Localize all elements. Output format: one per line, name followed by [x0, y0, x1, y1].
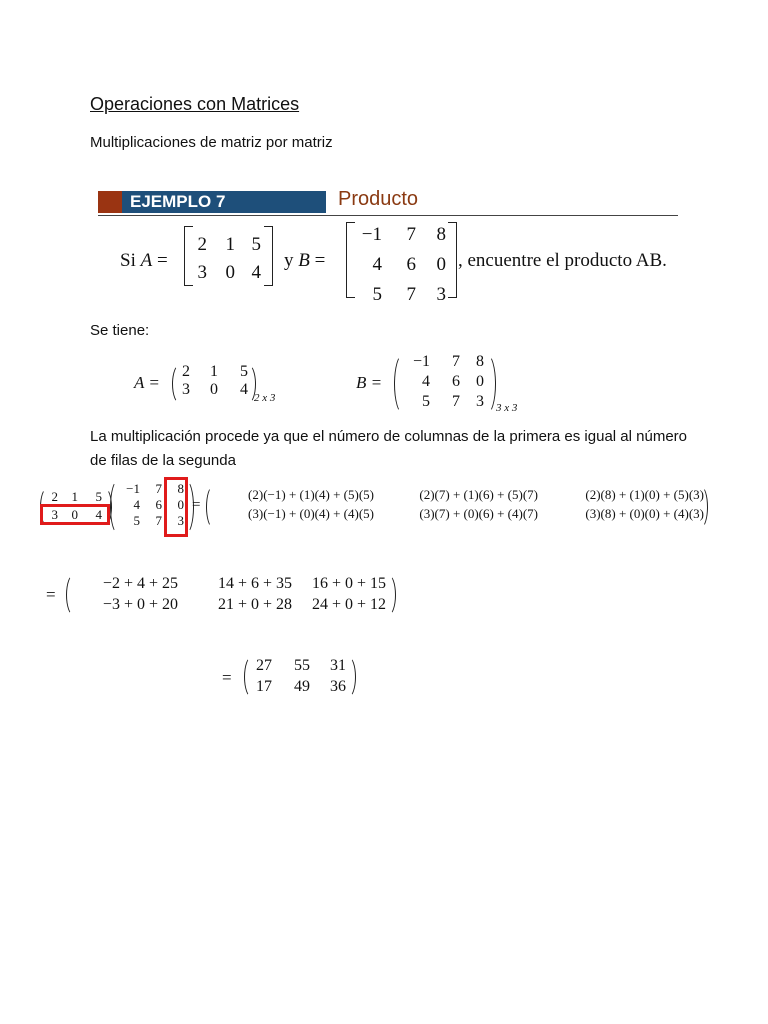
B-cell: 7 [155, 481, 162, 496]
A-cell: 0 [225, 262, 235, 283]
A-cell: 5 [95, 489, 102, 504]
B-cell: 3 [436, 284, 446, 305]
B-cell: 3 [476, 393, 484, 410]
statement-si-text: Si [120, 250, 136, 271]
a-dim: 2 x 3 [254, 392, 276, 404]
section-subtitle: Multiplicaciones de matriz por matriz [90, 134, 333, 151]
example-word: Producto [338, 188, 419, 210]
statement-eq-b: = [314, 250, 326, 271]
statement-y: y [284, 250, 294, 271]
A-cell: 1 [225, 234, 235, 255]
expanded-products-cell: (2)(8) + (1)(0) + (5)(3) [585, 487, 704, 502]
A-cell: 0 [71, 507, 78, 522]
banner-accent [98, 191, 122, 213]
B-cell: 6 [155, 497, 162, 512]
B-cell: 8 [436, 224, 446, 245]
sums-cell: −2 + 4 + 25 [102, 575, 178, 592]
banner-rule [98, 215, 678, 216]
result-cell: 55 [294, 657, 310, 674]
result-cell: 17 [256, 678, 272, 695]
statement-a-var: A [140, 250, 153, 271]
B-cell: 3 [177, 513, 184, 528]
sums-cell: 24 + 0 + 12 [311, 596, 386, 613]
A-cell: 3 [182, 381, 190, 398]
expanded-products-cell: (2)(−1) + (1)(4) + (5)(5) [248, 487, 374, 502]
expanded-products-cell: (3)(−1) + (0)(4) + (4)(5) [248, 506, 374, 521]
paren-left-b2 [110, 480, 126, 534]
B-cell: 7 [406, 284, 416, 305]
result-cell: 27 [256, 657, 272, 674]
expanded-products-cell: (2)(7) + (1)(6) + (5)(7) [419, 487, 538, 502]
B-cell: 4 [422, 373, 430, 390]
sums-equals: = [46, 585, 56, 604]
bracket-right-b [448, 222, 457, 298]
B-cell: −1 [412, 353, 430, 370]
A-cell: 5 [251, 234, 261, 255]
B-cell: 4 [133, 497, 140, 512]
statement-si [120, 250, 168, 272]
statement-b-part [284, 250, 325, 272]
b-label: B = [356, 373, 383, 392]
B-cell: 7 [452, 393, 460, 410]
bracket-left-a [184, 226, 193, 286]
paren-left-expanded [206, 486, 220, 528]
bracket-left-b [346, 222, 355, 298]
example-tag: EJEMPLO 7 [122, 191, 326, 213]
b-dim: 3 x 3 [496, 402, 518, 414]
B-cell: 7 [155, 513, 162, 528]
statement-tail: , encuentre el producto AB. [458, 250, 667, 271]
B-cell: 7 [406, 224, 416, 245]
A-cell: 4 [240, 381, 248, 398]
B-cell: 5 [372, 284, 382, 305]
A-cell: 5 [240, 363, 248, 380]
expanded-products-cell: (3)(7) + (0)(6) + (4)(7) [419, 506, 538, 521]
sums-cell: 21 + 0 + 28 [217, 596, 292, 613]
A-cell: 3 [51, 507, 58, 522]
A-cell: 2 [182, 363, 190, 380]
sums-cell: −3 + 0 + 20 [102, 596, 178, 613]
statement-b-var: B [298, 250, 310, 271]
B-cell: 0 [476, 373, 484, 390]
statement-eq: = [156, 250, 168, 271]
B-cell: 5 [133, 513, 140, 528]
paren-left-b [394, 354, 412, 414]
B-cell: 7 [452, 353, 460, 370]
B-cell: 4 [372, 254, 382, 275]
product-equals: = [192, 497, 201, 513]
se-tiene-label: Se tiene: [90, 322, 150, 339]
A-cell: 4 [251, 262, 261, 283]
page-title: Operaciones con Matrices [90, 94, 300, 114]
A-cell: 1 [210, 363, 218, 380]
bracket-right-a [264, 226, 273, 286]
result-equals: = [222, 668, 232, 687]
sums-cell: 16 + 0 + 15 [311, 575, 386, 592]
B-cell: 0 [436, 254, 446, 275]
A-cell: 2 [197, 234, 207, 255]
A-cell: 4 [95, 507, 102, 522]
column-highlight-box [164, 477, 188, 537]
A-cell: 3 [197, 262, 207, 283]
B-cell: 8 [177, 481, 184, 496]
result-cell: 49 [294, 678, 310, 695]
A-cell: 1 [71, 489, 78, 504]
B-cell: 0 [177, 497, 184, 512]
result-cell: 36 [330, 678, 346, 695]
B-cell: 8 [476, 353, 484, 370]
explanation-line-1: La multiplicación procede ya que el número de columnas de la primera es igual al número [90, 428, 687, 445]
B-cell: −1 [361, 224, 382, 245]
sums-cell: 14 + 6 + 35 [217, 575, 292, 592]
example-banner [98, 188, 678, 218]
a-label: A = [134, 373, 160, 392]
B-cell: −1 [126, 481, 140, 496]
paren-left-sums [66, 574, 82, 616]
result-cell: 31 [330, 657, 346, 674]
A-cell: 0 [210, 381, 218, 398]
expanded-products-cell: (3)(8) + (0)(0) + (4)(3) [585, 506, 704, 521]
A-cell: 2 [51, 489, 58, 504]
B-cell: 5 [422, 393, 430, 410]
B-cell: 6 [406, 254, 416, 275]
B-cell: 6 [452, 373, 460, 390]
explanation-line-2: de filas de la segunda [90, 452, 236, 469]
